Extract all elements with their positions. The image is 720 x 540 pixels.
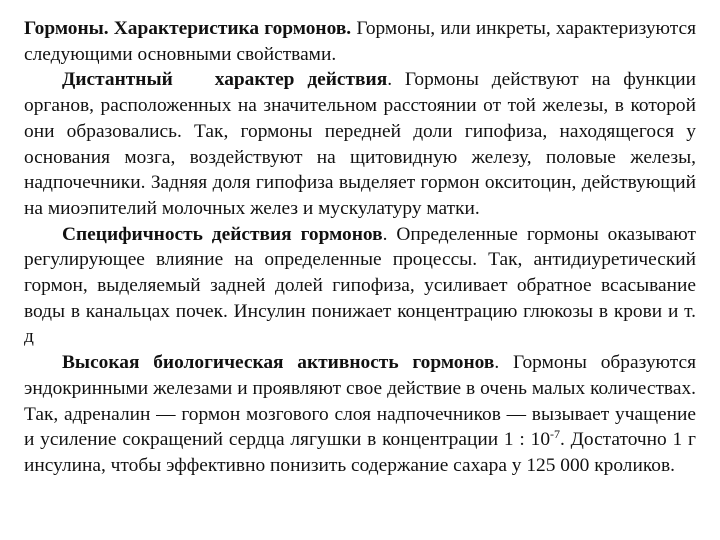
specificity-heading: Специфичность действия гормонов <box>62 223 383 245</box>
intro-paragraph <box>24 16 696 67</box>
activity-text-1: . Гормоны образуются эндокринными железами и проявляют свое действие в очень малых количествах. Так, адреналин — гормон мозгового слоя надпочечников — вызывает учащение и усиление сокращений сердца лягушки в концентрации 1 : 10 <box>24 352 696 451</box>
distant-heading-part-2: характер действия <box>214 69 388 91</box>
document-page <box>24 16 696 479</box>
activity-heading: Высокая биологическая активность гормонов <box>62 352 495 374</box>
activity-text-2: . Достаточно 1 г инсулина, чтобы эффективно понизить содержание сахара у 125 000 кроликов. <box>24 429 696 476</box>
distant-heading-part-1: Дистантный <box>62 69 173 91</box>
concentration-exponent: -7 <box>550 427 561 442</box>
specificity-paragraph <box>24 222 696 351</box>
distant-action-paragraph <box>24 67 696 221</box>
intro-heading: Гормоны. Характеристика гормонов. <box>24 18 352 39</box>
activity-paragraph <box>24 350 696 479</box>
specificity-text: . Определенные гормоны оказывают регулирующее влияние на определенные процессы. Так, антидиуретический гормон, выделяемый задней долей гипофиза, усиливает обратное всасывание воды в канальцах почек. Инсулин понижает концентрацию глюкозы в крови и т. д <box>24 223 696 348</box>
intro-text: Гормоны, или инкреты, характеризуются следующими основными свойствами. <box>24 18 696 65</box>
distant-text: . Гормоны действуют на функции органов, расположенных на значительном расстоянии от той железы, в которой они образовались. Так, гормоны передней доли гипофиза, находящегося у основания мозга, воздействуют на щитовидную железу, половые железы, надпочечники. Задняя доля гипофиза выделяет гормон окситоцин, действующий на миоэпителий молочных желез и мускулатуру матки. <box>24 69 697 219</box>
